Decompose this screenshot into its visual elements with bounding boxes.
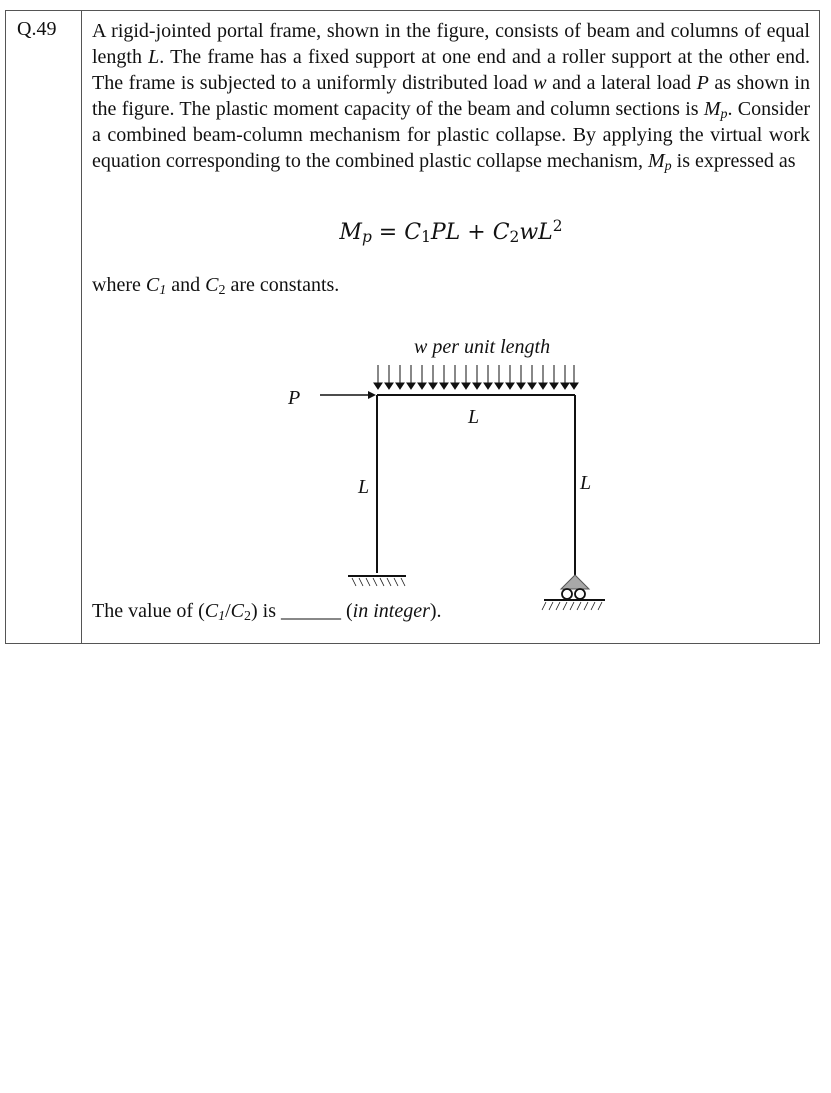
- lateral-load-label: P: [288, 387, 301, 409]
- constants-note: where $C_1$ and $C_2$ are constants.: [92, 274, 340, 298]
- right-column-length-label: L: [580, 472, 592, 494]
- answer-prompt: The value of $(C_1/C_2)$ is ______ (in integer).: [92, 600, 442, 624]
- lateral-load-arrow: [320, 391, 376, 399]
- question-table: [5, 10, 820, 644]
- question-number-cell: [6, 11, 82, 643]
- roller-support: [542, 575, 605, 610]
- left-column-length-label: L: [358, 476, 370, 498]
- question-body: [92, 18, 811, 624]
- beam-length-label: L: [468, 406, 480, 428]
- question-number: Q.49: [17, 18, 57, 40]
- udl-arrows: [374, 365, 578, 389]
- udl-label: w per unit length: [414, 336, 551, 358]
- portal-frame-figure: [282, 323, 622, 613]
- equation: $M_p = C_1PL + C_2wL^2$: [339, 217, 563, 246]
- fixed-support: [348, 576, 406, 586]
- question-text: A rigid-jointed portal frame, shown in the figure, consists of beam and columns of equal length L. The frame has a fixed support at one end and a roller support at the other end. The frame is subjected to a uniformly distributed load w and a lateral load P as shown in the figure. The plastic moment capacity of the beam and column sections is $M_p$. Consider a combined beam-column mechanism for plastic collapse. By applying the virtual work equation corresponding to the combined plastic collapse mechanism, $M_p$ is expressed as: [92, 20, 811, 174]
